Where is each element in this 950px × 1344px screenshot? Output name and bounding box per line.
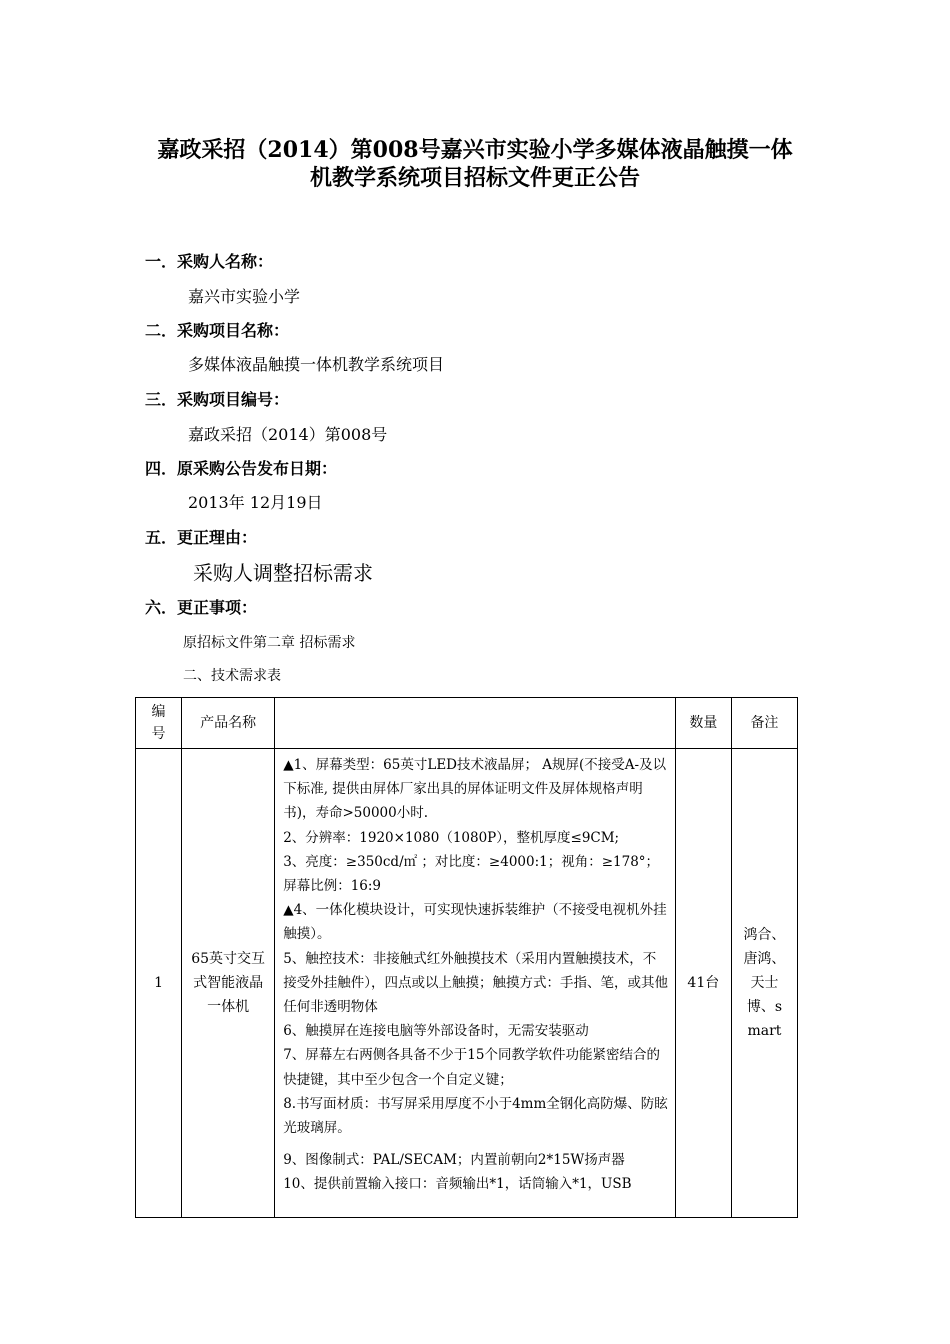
header-number-line-1: 编 [151,704,166,720]
spec-item: 2、分辨率：1920×1080（1080P），整机厚度≤9CM; [283,829,620,846]
value-correction-reason: 采购人调整招标需求 [193,561,373,585]
value-purchaser-name: 嘉兴市实验小学 [188,287,301,306]
heading-original-date: 四．原采购公告发布日期： [145,459,338,478]
row-product-name: 65英寸交互式智能液晶一体机 [182,749,275,1218]
document-title [120,136,830,192]
row-description [275,749,676,1218]
heading-project-name: 二．采购项目名称： [145,321,290,340]
row-quantity: 41台 [675,749,731,1218]
subsection-tech-requirements: 二、技术需求表 [183,668,281,684]
value-correction-items: 原招标文件第二章 招标需求 [183,635,356,651]
spec-item: 6、触摸屏在连接电脑等外部设备时，无需安装驱动 [283,1023,589,1040]
header-product-name: 产品名称 [182,698,275,749]
title-line-2: 机教学系统项目招标文件更正公告 [309,165,640,191]
spec-item: 10、提供前置输入接口：音频输出*1，话筒输入*1，USB [283,1176,632,1193]
value-project-name: 多媒体液晶触摸一体机教学系统项目 [188,355,445,374]
spec-item: 9、图像制式：PAL/SECAM；内置前朝向2*15W扬声器 [283,1152,625,1169]
tech-requirements-table [135,697,798,1218]
spec-item: ▲4、一体化模块设计，可实现快速拆装维护（不接受电视机外挂触摸）。 [283,902,667,943]
title-line-1: 嘉政采招（2014）第008号嘉兴市实验小学多媒体液晶触摸一体 [157,137,793,163]
spec-item: 5、触控技术：非接触式红外触摸技术（采用内置触摸技术，不接受外挂触件），四点或以上触摸；触摸方式：手指、笔，或其他任何非透明物体 [283,950,668,1016]
header-description [275,698,676,749]
value-project-number: 嘉政采招（2014）第008号 [188,425,388,444]
heading-purchaser-name: 一．采购人名称： [145,252,274,271]
row-remarks: 鸿合、唐鸿、天士博、smart [731,749,797,1218]
spec-item: 8.书写面材质：书写屏采用厚度不小于4mm全钢化高防爆、防眩光玻璃屏。 [283,1095,668,1137]
header-quantity: 数量 [675,698,731,749]
heading-correction-items: 六．更正事项： [145,598,258,617]
value-original-date: 2013年 12月19日 [188,493,323,512]
table-header-row [136,698,798,749]
spec-item: 7、屏幕左右两侧各具备不少于15个同教学软件功能紧密结合的快捷键，其中至少包含一个自定义键； [283,1047,660,1088]
header-number-line-2: 号 [151,726,166,742]
table-row [136,749,798,1218]
heading-project-number: 三．采购项目编号： [145,390,290,409]
header-remarks: 备注 [731,698,797,749]
header-number [136,698,182,749]
spec-item: 3、亮度：≥350cd/㎡ ；对比度：≥4000:1；视角：≥178°；屏幕比例：16:9 [283,853,660,895]
spec-item: ▲1、屏幕类型：65英寸LED技术液晶屏； A规屏(不接受A-及以下标准, 提供由屏体厂家出具的屏体证明文件及屏体规格声明书)，寿命>50000小时. [283,757,667,822]
heading-correction-reason: 五．更正理由： [145,528,258,547]
row-number: 1 [136,749,182,1218]
